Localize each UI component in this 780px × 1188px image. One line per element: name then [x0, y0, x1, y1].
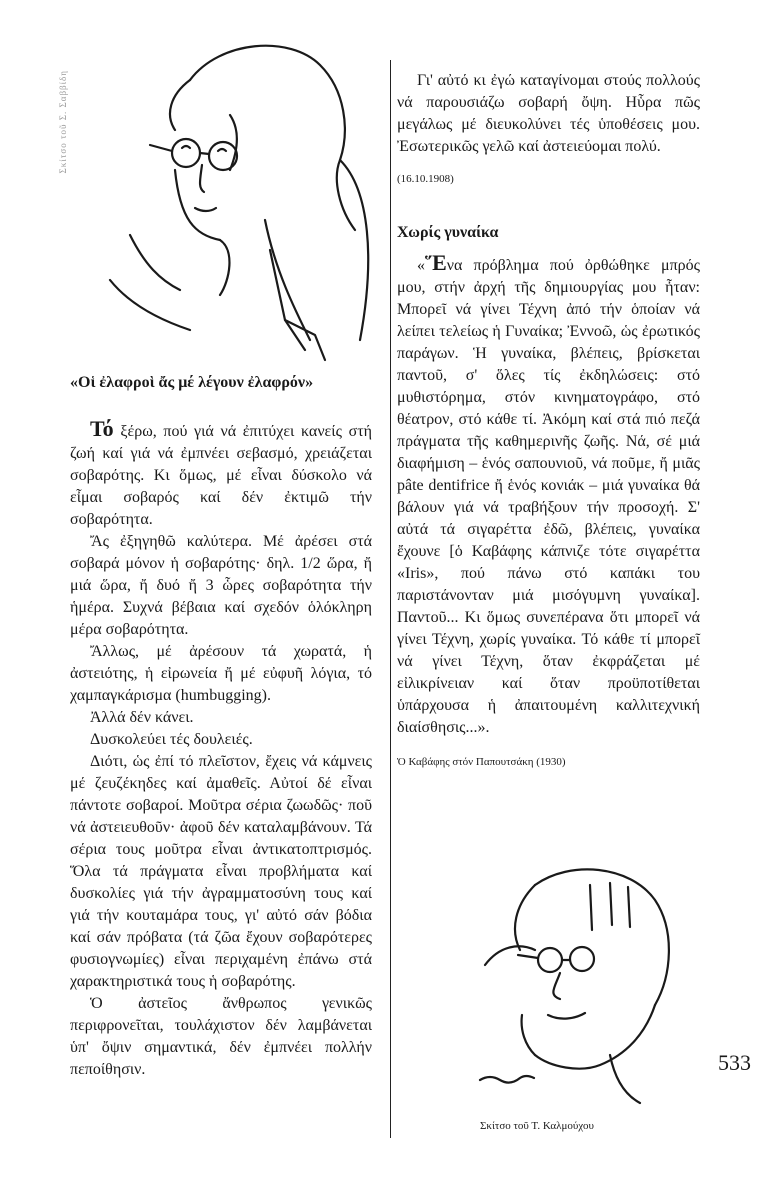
paragraph: Γι' αὐτό κι ἐγώ καταγίνομαι στούς πολλούς νά παρουσιάζω σοβαρή ὄψη. Ηὗρα πῶς μεγάλως μέ διευκολύνει τές ὑποθέσεις μου. Ἐσωτερικῶς γελῶ καί ἀστειεύομαι πολύ.: [397, 72, 700, 155]
left-column: [70, 372, 372, 1081]
quote-text: να πρόβλημα πού ὀρθώθηκε μπρός μου, στήν ἀρχή τῆς δημιουργίας μου ἦταν: Μπορεῖ νά γίνει Τέχνη ἀπό τήν ὁποίαν νά λείπει τελείως ἡ Γυναίκα; Ἐννοῶ, ὡς ἐρωτικός παράγων. Ἡ γυναίκα, βλέπεις, βρίσκεται παντοῦ, σ' ὅλες τίς ἐκδηλώσεις: στό μυθιστόρημα, στόν κινηματογράφο, στό θέατρον, στό κάθε τί. Ἀκόμη καί στά πιό πεζά πράγματα τῆς καθημερινῆς ζωῆς. Νά, σέ μιά διαφήμιση – ἑνός σαπουνιοῦ, νά ποῦμε, ἤ μιᾶς pâte dentifrice ἤ ἑνός κονιάκ – μιά γυναίκα θά βάλουν γιά νά τραβήξουν τήν προσοχή. Σ' αὐτά τά σιγαρέττα ἐδῶ, βλέπεις, γυναίκα ἔχουνε [ὁ Καβάφης κάπνιζε τότε σιγαρέττα «Iris», πού πάνω στό καπάκι του παριστάνονταν μιά μισόγυμνη γυναίκα]. Παντοῦ... Κι ὅμως συνεπέρανα ὅτι μπορεῖ νά γίνει Τέχνη, χωρίς γυναίκα. Τό κάθε τί μπορεῖ νά γίνει Τέχνη, ὅταν ἐκφράζεται μέ εἰλικρίνειαν καί ὅταν προϋποτίθεται ὑπάρχουσα ἡ ἀπαιτουμένη καλλιτεχνική διαίσθησις...».: [397, 257, 700, 736]
paragraph: Ἄς ἐξηγηθῶ καλύτερα. Μέ ἀρέσει στά σοβαρά μόνον ἡ σοβαρότης· δηλ. 1/2 ὥρα, ἤ μιά ὥρα, ἤ δυό ἤ 3 ὧρες σοβαρότητα τήν ἡμέρα. Συχνά βέβαια καί σχεδόν ὁλόκληρη μέρα σοβαρότητα.: [70, 533, 372, 638]
column-divider: [390, 60, 391, 1138]
side-credit: Σκίτσο τοῦ Σ. Σαββίδη: [58, 70, 68, 174]
paragraph: Διότι, ὡς ἐπί τό πλεῖστον, ἔχεις νά κάμνεις μέ ζευζέκηδες καί ἀμαθεῖς. Αὐτοί δέ εἶναι πάντοτε σοβαροί. Μοῦτρα σέρια ζωωδῶς· ποῦ νά ἀστειευθοῦν· ἀφοῦ δέν καταλαμβάνουν. Τά σέρια τους μοῦτρα εἶναι ἀντικατοπτρισμός. Ὅλα τά πράγματα εἶναι προβλήματα καί δυσκολίες γιά τήν ἀγραμματοσύνη τους καί γιά τήν κουταμάρα τους, γι' αὐτό σάν βόδια καί σάν πρόβατα (τά ζῶα ἔχουν σοβαρότερες φυσιογνωμίες) εἶναι περιχαμένη ἐπάνω στά χαρακτηριστικά τους ἡ σοβαρότης.: [70, 753, 372, 990]
section-title-left: «Οἱ ἐλαφροὶ ἄς μέ λέγουν ἐλαφρόν»: [70, 374, 314, 391]
paragraph: Ἄλλως, μέ ἀρέσουν τά χωρατά, ἡ ἀστειότης, ἡ εἰρωνεία ἤ μέ εὐφυῆ λόγια, τό χαμπαγκάρισμα (humbugging).: [70, 643, 372, 704]
right-column: [397, 70, 700, 773]
section-title-right: Χωρίς γυναίκα: [397, 224, 499, 241]
dropcap: Τό: [90, 416, 114, 441]
quote-paragraph: [397, 252, 700, 739]
cavafy-portrait-sketch: [70, 20, 390, 375]
source-note: Ὁ Καβάφης στόν Παπουτσάκη (1930): [397, 756, 566, 768]
paragraph-text: ξέρω, πού γιά νά ἐπιτύχει κανείς στή ζωή καί γιά νά ἐμπνέει σεβασμό, χρειάζεται σοβαρότης. Κι ὅμως, μέ εἶναι δύσκολο νά εἶμαι σοβαρός καί δέν ἐκτιμῶ τήν σοβαρότητα.: [70, 423, 372, 528]
kalmouchos-portrait-sketch: [440, 855, 690, 1105]
quote-open: «: [417, 257, 425, 274]
page-number: 533: [718, 1050, 751, 1075]
paragraph: [70, 418, 372, 531]
sketch-caption: Σκίτσο τοῦ Τ. Καλμούχου: [480, 1120, 594, 1132]
date-note: (16.10.1908): [397, 173, 454, 185]
paragraph: Ὁ ἀστεῖος ἄνθρωπος γενικῶς περιφρονεῖται, τουλάχιστον δέν λαμβάνεται ὑπ' ὄψιν σημαντικά, δέν ἐμπνέει πολλήν πεποίθησιν.: [70, 995, 372, 1078]
paragraph: Ἀλλά δέν κάνει.: [90, 709, 194, 726]
paragraph: Δυσκολεύει τές δουλειές.: [90, 731, 253, 748]
dropcap: Ἕ: [425, 250, 447, 275]
